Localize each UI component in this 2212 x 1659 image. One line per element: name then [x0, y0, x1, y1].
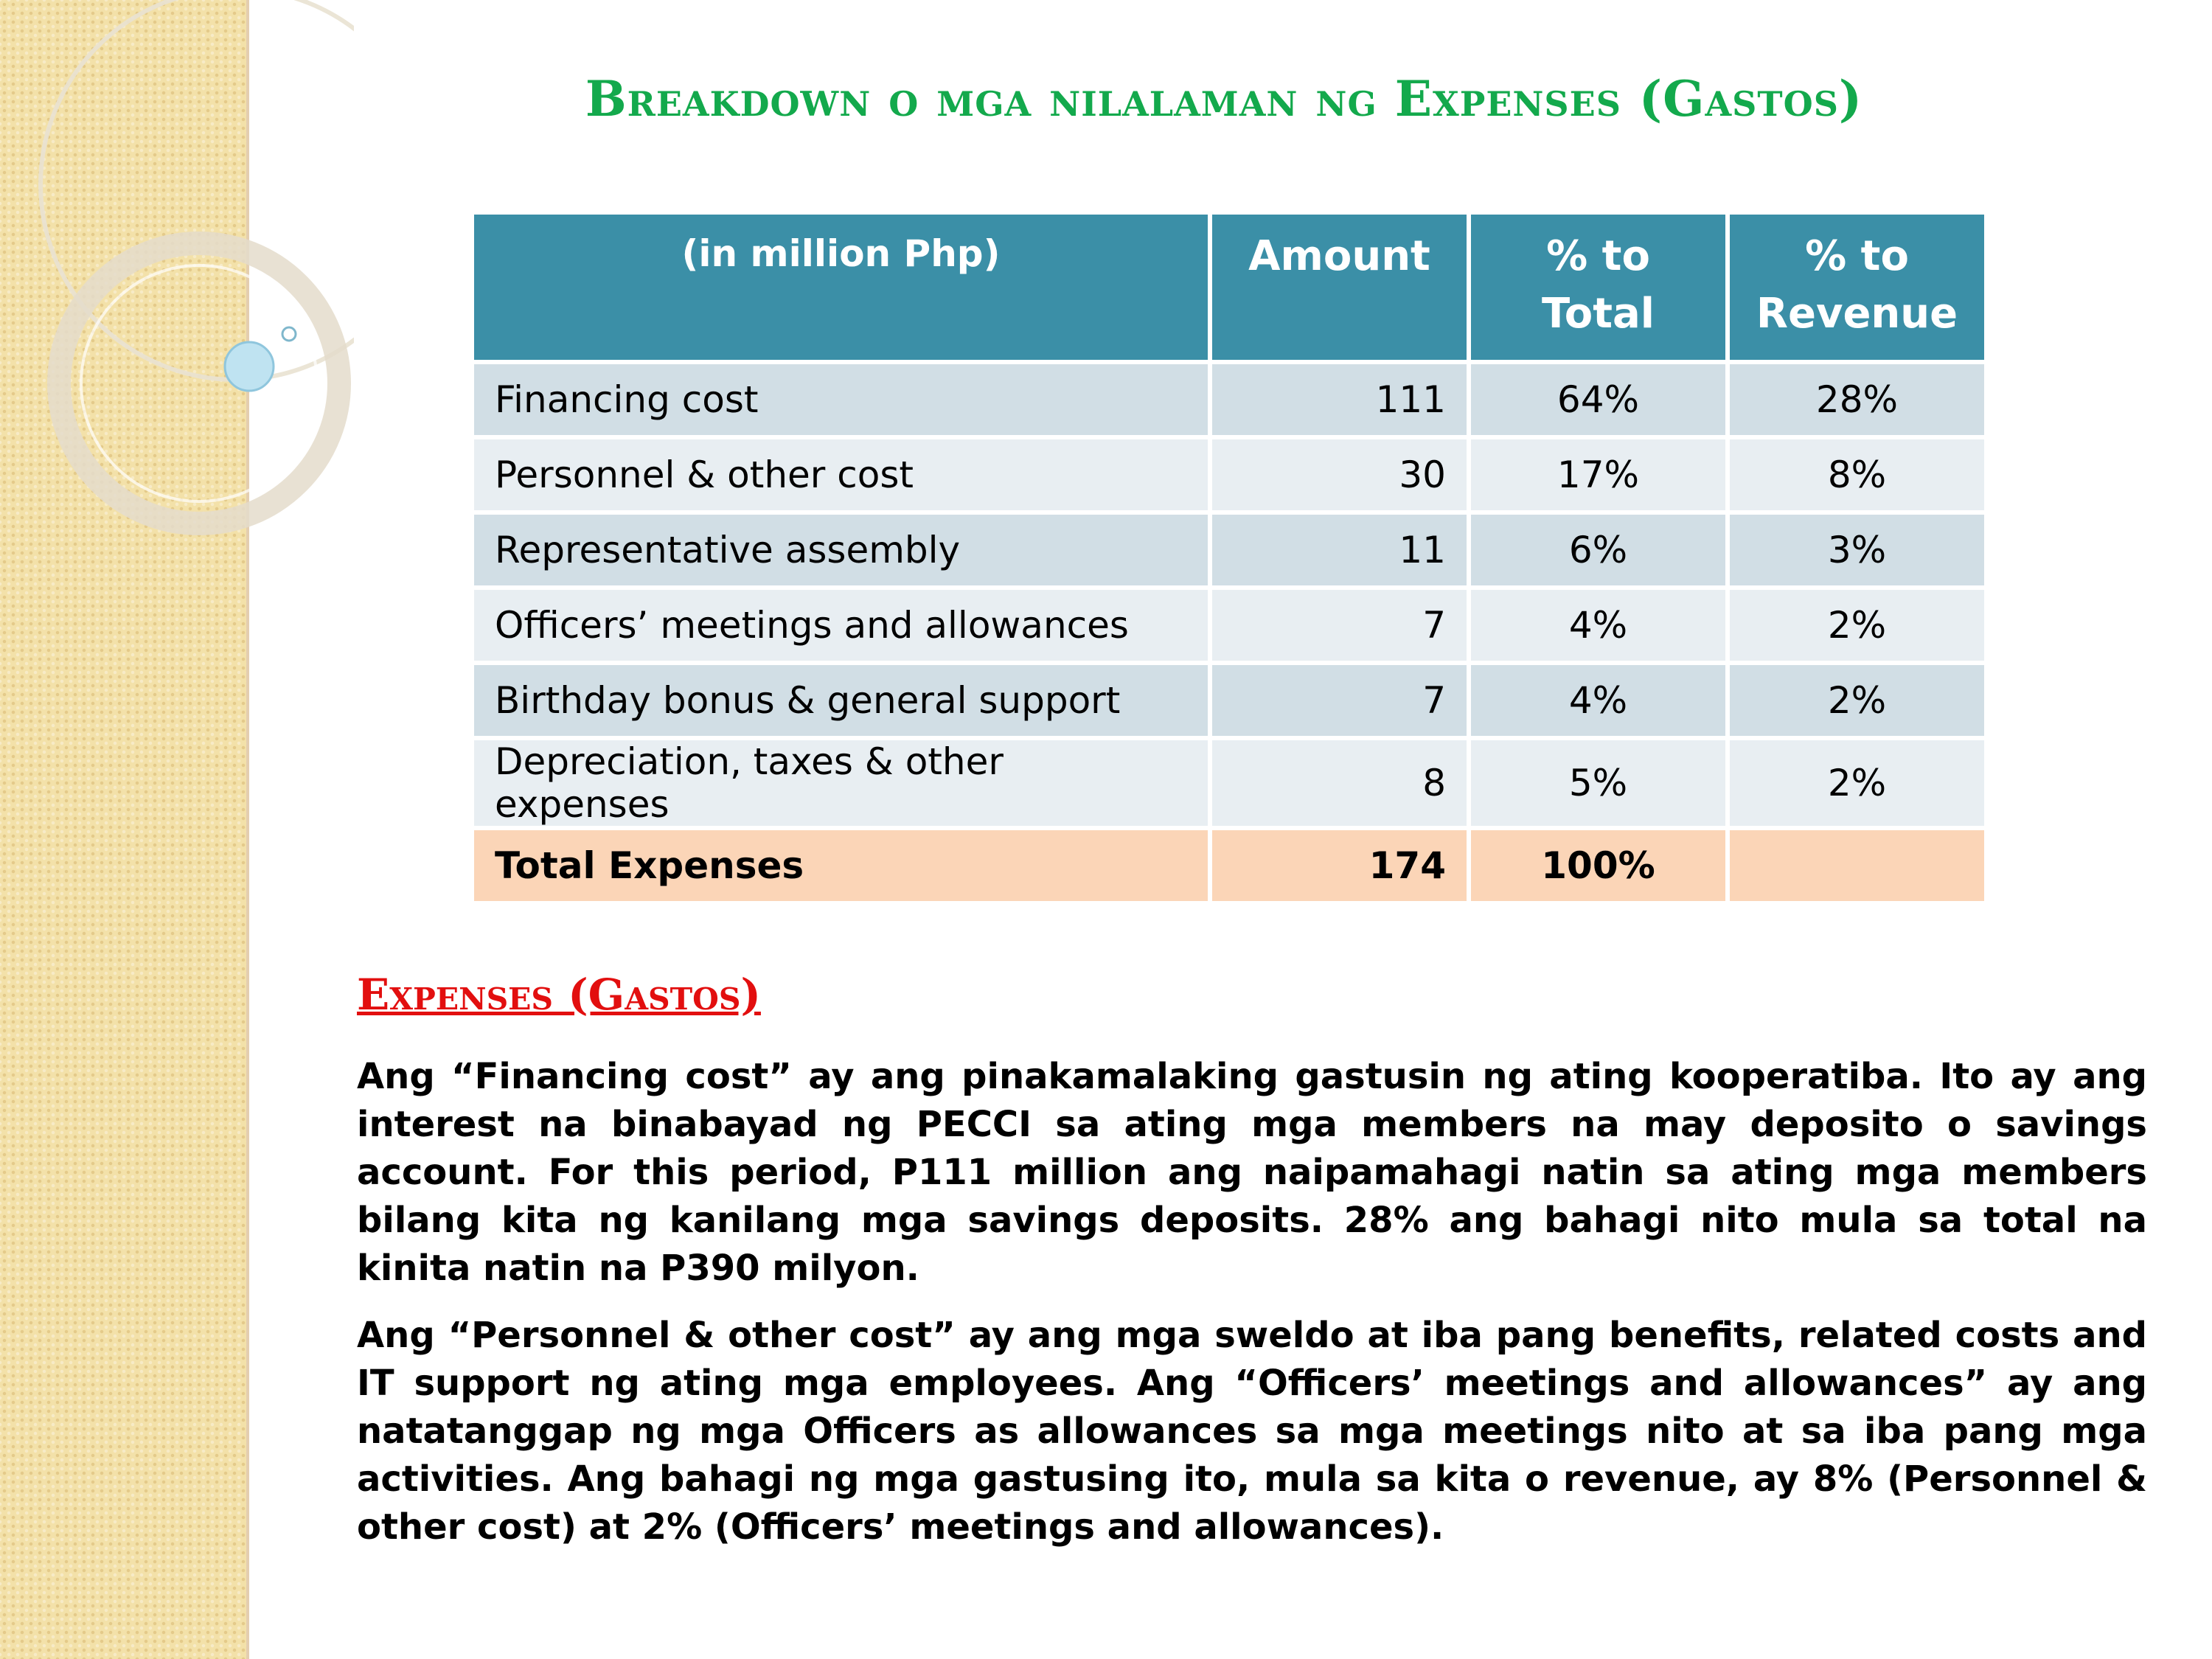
total-label: Total Expenses: [474, 830, 1208, 901]
table-row: [474, 590, 1984, 661]
row-label: Depreciation, taxes & other expenses: [474, 740, 1208, 826]
row-pct-total: 4%: [1471, 665, 1725, 736]
header-pct-total-line2: Total: [1542, 290, 1655, 338]
header-pct-revenue-line2: Revenue: [1756, 290, 1958, 338]
bubble-small: [282, 327, 296, 341]
row-pct-total: 6%: [1471, 515, 1725, 585]
row-amount: 11: [1212, 515, 1467, 585]
header-pct-revenue-line1: % to: [1805, 232, 1909, 280]
row-pct-revenue: 2%: [1730, 740, 1984, 826]
table-row: [474, 515, 1984, 585]
table-row: [474, 665, 1984, 736]
decorative-rings-graphic: [0, 0, 354, 560]
table-header-row: [474, 215, 1984, 360]
header-amount: Amount: [1212, 215, 1467, 360]
row-amount: 8: [1212, 740, 1467, 826]
total-amount: 174: [1212, 830, 1467, 901]
total-pct-total: 100%: [1471, 830, 1725, 901]
row-pct-total: 4%: [1471, 590, 1725, 661]
row-pct-total: 17%: [1471, 439, 1725, 510]
row-amount: 30: [1212, 439, 1467, 510]
paragraph-financing-cost: Ang “Financing cost” ay ang pinakamalaking gastusin ng ating kooperatiba. Ito ay ang interest na binabayad ng PECCI sa ating mga members na may deposito o savings account. For this period, P111 million ang naipamahagi natin sa ating mga members bilang kita ng kanilang mga savings deposits. 28% ang bahagi nito mula sa total na kinita natin na P390 milyon.: [357, 1056, 2147, 1289]
row-label: Officers’ meetings and allowances: [474, 590, 1208, 661]
expenses-table: [470, 210, 1989, 905]
bubble-large: [225, 342, 274, 391]
row-pct-total: 5%: [1471, 740, 1725, 826]
row-pct-revenue: 8%: [1730, 439, 1984, 510]
row-amount: 7: [1212, 590, 1467, 661]
row-amount: 111: [1212, 364, 1467, 435]
header-pct-total-line1: % to: [1546, 232, 1650, 280]
header-pct-total: [1471, 215, 1725, 360]
header-pct-revenue: [1730, 215, 1984, 360]
section-heading: Expenses (Gastos): [357, 970, 761, 1020]
row-pct-revenue: 2%: [1730, 665, 1984, 736]
row-label: Financing cost: [474, 364, 1208, 435]
row-label: Birthday bonus & general support: [474, 665, 1208, 736]
table-total-row: [474, 830, 1984, 901]
row-label: Personnel & other cost: [474, 439, 1208, 510]
total-pct-revenue: [1730, 830, 1984, 901]
row-pct-revenue: 2%: [1730, 590, 1984, 661]
row-pct-revenue: 28%: [1730, 364, 1984, 435]
table-row: [474, 439, 1984, 510]
table-row: [474, 740, 1984, 826]
row-pct-total: 64%: [1471, 364, 1725, 435]
row-label: Representative assembly: [474, 515, 1208, 585]
table-row: [474, 364, 1984, 435]
row-pct-revenue: 3%: [1730, 515, 1984, 585]
paragraph-personnel-cost: Ang “Personnel & other cost” ay ang mga sweldo at iba pang benefits, related costs and IT support ng ating mga employees. Ang “Officers’ meetings and allowances” ay ang natatanggap ng mga Officers as allowances sa mga meetings nito at sa iba pang mga activities. Ang bahagi ng mga gastusing ito, mula sa kita o revenue, ay 8% (Personnel & other cost) at 2% (Officers’ meetings and allowances).: [357, 1315, 2147, 1548]
row-amount: 7: [1212, 665, 1467, 736]
slide-title: Breakdown o mga nilalaman ng Expenses (Gastos): [585, 70, 1863, 128]
header-unit: (in million Php): [474, 215, 1208, 360]
